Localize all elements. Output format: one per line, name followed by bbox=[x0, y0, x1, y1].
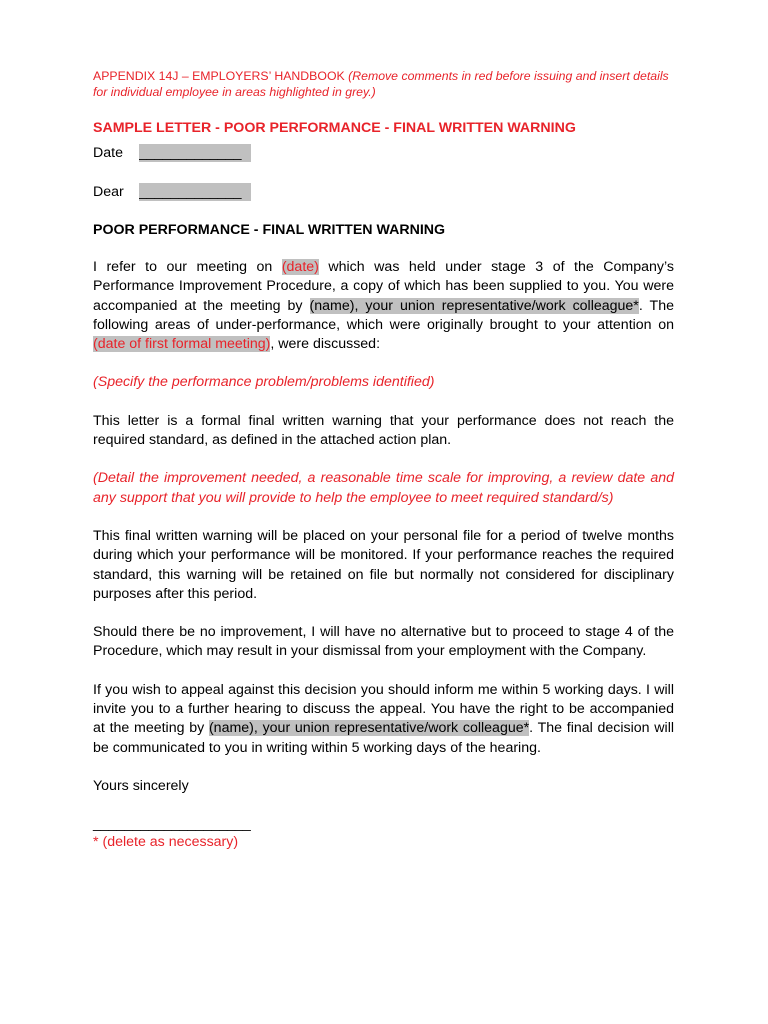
date-row bbox=[93, 144, 674, 162]
sample-letter-title: SAMPLE LETTER - POOR PERFORMANCE - FINAL WRITTEN WARNING bbox=[93, 120, 576, 136]
para1-text-3: . The following areas of under-performance, which were originally brought to your attention on bbox=[93, 297, 674, 333]
appeal-companion-placeholder: (name), your union representative/work colleague* bbox=[208, 720, 530, 737]
paragraph-no-improvement: Should there be no improvement, I will have no alternative but to proceed to stage 4 of the Procedure, which may result in your dismissal from your employment with the Company. bbox=[93, 624, 674, 660]
date-blank-field: _____________ bbox=[139, 144, 251, 162]
para1-text-2: which was held under stage 3 of the Company’s Performance Improvement Procedure, a copy of which has been supplied to you. You were accompanied at the meeting by bbox=[93, 259, 674, 314]
date-label: Date bbox=[93, 145, 123, 161]
para5-text-2: . The final decision will be communicated to you in writing within 5 working days of the hearing. bbox=[93, 720, 675, 756]
closing-salutation: Yours sincerely bbox=[93, 777, 189, 794]
letter-subject: POOR PERFORMANCE - FINAL WRITTEN WARNING bbox=[93, 222, 446, 238]
dear-row bbox=[93, 183, 674, 201]
paragraph-appeal bbox=[93, 681, 674, 758]
para1-text-1: I refer to our meeting on bbox=[93, 259, 282, 275]
paragraph-personal-file: This final written warning will be placed on your personal file for a period of twelve months during which your performance will be monitored. If your performance reaches the required standard, this warning will be retained on file but normally not considered for disciplinary purposes after this period. bbox=[93, 527, 674, 602]
appendix-heading: APPENDIX 14J – EMPLOYERS’ HANDBOOK bbox=[93, 69, 345, 83]
para5-text-1: If you wish to appeal against this decision you should inform me within 5 working days. I will invite you to a further hearing to discuss the appeal. You have the right to be accompanied at the meeting by bbox=[93, 681, 674, 737]
dear-label: Dear bbox=[93, 184, 124, 200]
appendix-header bbox=[93, 68, 674, 100]
para1-text-4: , were discussed: bbox=[270, 336, 381, 353]
dear-blank-field: _____________ bbox=[139, 183, 251, 201]
paragraph-meeting bbox=[93, 258, 674, 354]
detail-improvement-note: (Detail the improvement needed, a reasonable time scale for improving, a review date and any support that you will provide to help the employee to meet required standard/s) bbox=[93, 470, 674, 506]
companion-placeholder: (name), your union representative/work colleague* bbox=[309, 297, 639, 314]
appendix-instruction: (Remove comments in red before issuing and insert details for individual employee in areas highlighted in grey.) bbox=[93, 69, 669, 99]
signature-line: ____________________ bbox=[93, 815, 251, 832]
meeting-date-placeholder: (date) bbox=[281, 259, 319, 275]
paragraph-formal-warning: This letter is a formal final written warning that your performance does not reach the required standard, as defined in the attached action plan. bbox=[93, 412, 674, 449]
letter-page bbox=[93, 68, 674, 851]
delete-as-necessary-note: * (delete as necessary) bbox=[93, 833, 239, 850]
specify-problems-note: (Specify the performance problem/problems identified) bbox=[93, 374, 435, 391]
first-meeting-date-placeholder: (date of first formal meeting) bbox=[93, 336, 271, 353]
